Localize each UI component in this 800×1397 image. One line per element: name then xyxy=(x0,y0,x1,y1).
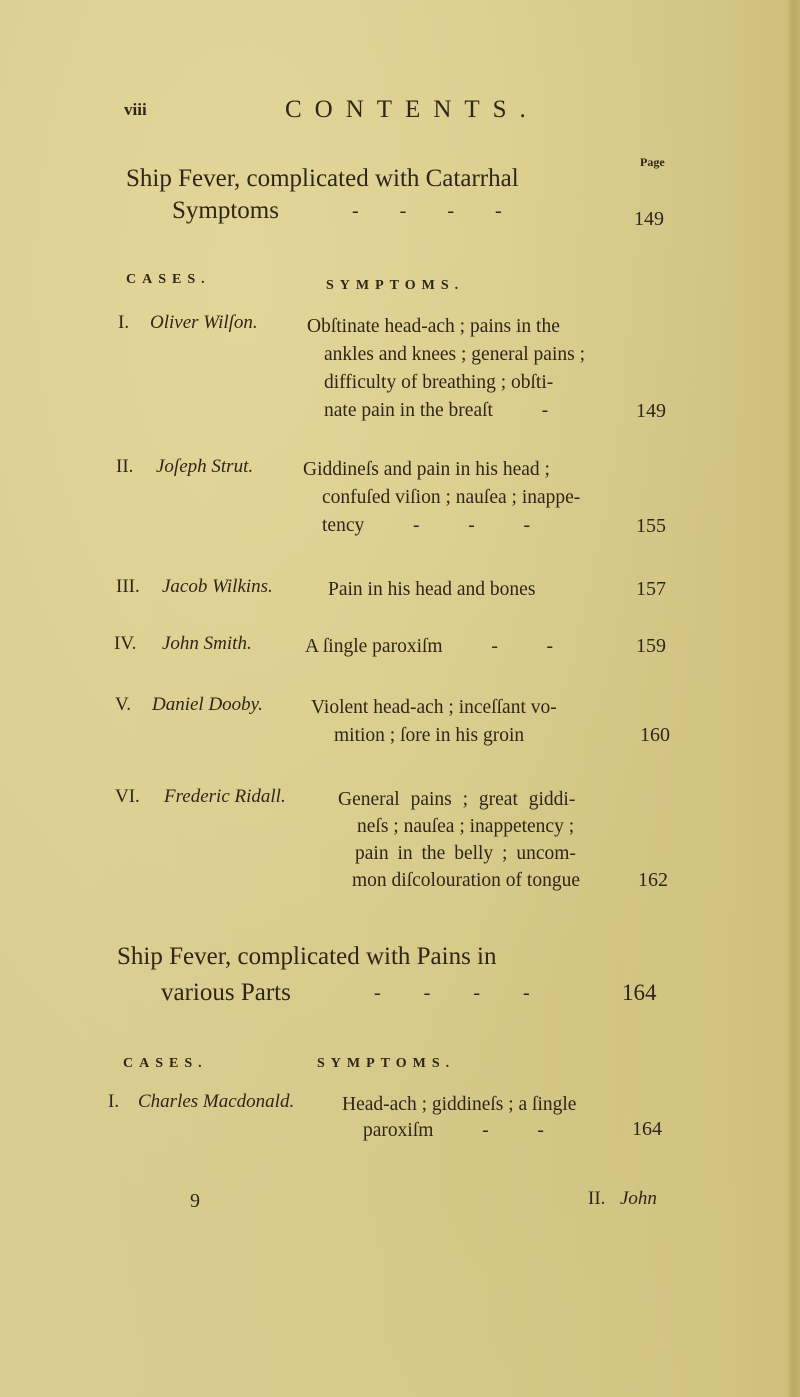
case-page-number: 157 xyxy=(636,578,666,600)
case-page-number: 160 xyxy=(640,724,670,746)
case-number: VI. xyxy=(115,786,140,807)
case-name: Jacob Wilkins. xyxy=(162,576,273,597)
case-page-number: 159 xyxy=(636,635,666,657)
case-page-number: 162 xyxy=(638,869,668,891)
section-title-line2: various Parts xyxy=(161,979,291,1006)
symptoms-line: nate pain in the breaſt - xyxy=(324,400,549,421)
symptoms-line: Violent head-ach ; inceſſant vo- xyxy=(311,697,557,718)
case-name: Oliver Wilſon. xyxy=(150,312,258,333)
case-name: Frederic Ridall. xyxy=(164,786,286,807)
symptoms-line: ankles and knees ; general pains ; xyxy=(324,344,585,365)
symptoms-column-header: SYMPTOMS. xyxy=(326,278,465,293)
section-title-line2: Symptoms xyxy=(172,197,279,224)
catchword-name: John xyxy=(620,1188,657,1209)
section-page-number: 149 xyxy=(634,208,664,230)
page-column-label: Page xyxy=(640,155,665,169)
case-page-number: 155 xyxy=(636,515,666,537)
cases-column-header: CASES. xyxy=(123,1056,208,1071)
case-page-number: 164 xyxy=(632,1118,662,1140)
symptoms-line: confuſed viſion ; nauſea ; inappe- xyxy=(322,487,581,508)
case-number: I. xyxy=(118,312,130,333)
symptoms-line: pain in the belly ; uncom- xyxy=(355,843,576,864)
section-title-line1: Ship Fever, complicated with Catarrhal xyxy=(126,165,519,192)
symptoms-line: mon diſcolouration of tongue xyxy=(352,870,581,891)
cases-column-header: CASES. xyxy=(126,272,211,287)
folio-page-number: viii xyxy=(124,100,147,119)
symptoms-line: General pains ; great giddi- xyxy=(338,789,576,810)
case-number: III. xyxy=(116,576,140,597)
leader-dashes: - - - - xyxy=(352,200,502,222)
case-name: John Smith. xyxy=(162,633,252,654)
symptoms-line: Giddineſs and pain in his head ; xyxy=(303,459,550,480)
symptoms-line: Pain in his head and bones xyxy=(328,579,536,600)
case-number: II. xyxy=(116,456,134,477)
symptoms-line: Head-ach ; giddineſs ; a ſingle xyxy=(342,1094,577,1115)
case-page-number: 149 xyxy=(636,400,666,422)
book-gutter-edge xyxy=(788,0,800,1397)
case-number: I. xyxy=(108,1091,120,1112)
case-name: Daniel Dooby. xyxy=(152,694,263,715)
case-number: V. xyxy=(115,694,132,715)
symptoms-line: paroxiſm - - xyxy=(363,1120,544,1141)
symptoms-line: Obſtinate head-ach ; pains in the xyxy=(307,316,560,337)
case-number: IV. xyxy=(114,633,137,654)
section-page-number: 164 xyxy=(622,980,657,1005)
symptoms-line: tency - - - xyxy=(322,515,530,536)
leader-dashes: - - - - xyxy=(374,982,530,1004)
symptoms-line: A ſingle paroxiſm - - xyxy=(305,636,554,657)
catchword-number: II. xyxy=(588,1188,606,1209)
case-name: Joſeph Strut. xyxy=(156,456,254,477)
section-title-line1: Ship Fever, complicated with Pains in xyxy=(117,943,497,970)
case-name: Charles Macdonald. xyxy=(138,1091,295,1112)
symptoms-line: difficulty of breathing ; obſti- xyxy=(324,372,554,393)
running-head: CONTENTS. xyxy=(285,96,539,123)
symptoms-line: mition ; ſore in his groin xyxy=(334,725,525,746)
signature-mark: 9 xyxy=(190,1190,200,1212)
symptoms-line: neſs ; nauſea ; inappetency ; xyxy=(357,816,575,837)
symptoms-column-header: SYMPTOMS. xyxy=(317,1056,456,1071)
